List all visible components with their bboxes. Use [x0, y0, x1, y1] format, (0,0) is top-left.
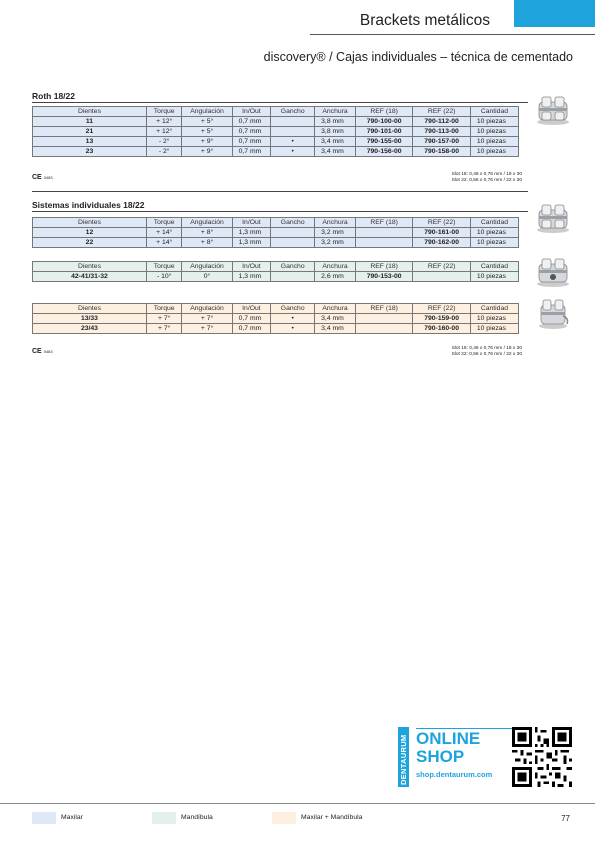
- table-cell: + 8°: [182, 238, 232, 248]
- legend-label-maxilar: Maxilar: [61, 814, 83, 821]
- column-header: Angulación: [182, 262, 232, 272]
- table-cell: + 5°: [182, 117, 232, 127]
- column-header: Gancho: [271, 262, 315, 272]
- ce-symbol: CE: [32, 348, 42, 355]
- table-cell: 42-41/31-32: [33, 272, 147, 282]
- bracket-image: [533, 200, 573, 234]
- table-cell: 10 piezas: [470, 314, 518, 324]
- table-cell: - 10°: [146, 272, 182, 282]
- column-header: Torque: [146, 262, 182, 272]
- table-cell: - 2°: [146, 147, 182, 157]
- table-cell: 23/43: [33, 324, 147, 334]
- section-title-roth: Roth 18/22: [32, 91, 75, 101]
- legend-swatch-maxilar: [32, 812, 56, 824]
- table-cell: + 9°: [182, 147, 232, 157]
- table-cell: 0,7 mm: [232, 117, 271, 127]
- table-cell: 790-159-00: [413, 314, 470, 324]
- roth-table: [32, 106, 519, 157]
- table-cell: [355, 324, 412, 334]
- table-cell: + 14°: [146, 228, 182, 238]
- table-cell: [355, 238, 412, 248]
- table-row: [33, 127, 519, 137]
- table-cell: 3,4 mm: [315, 324, 356, 334]
- table-cell: + 14°: [146, 238, 182, 248]
- section-divider: [32, 102, 528, 103]
- table-cell: [271, 238, 315, 248]
- table-cell: 3,2 mm: [315, 228, 356, 238]
- table-row: [33, 272, 519, 282]
- ce-number: 0483: [43, 175, 53, 180]
- maxilar-table: [32, 217, 519, 248]
- column-header: Dientes: [33, 262, 147, 272]
- table-cell: •: [271, 314, 315, 324]
- slot-note: Slot 18: 0,46 x 0,76 mm / 18 x 30: [451, 172, 522, 177]
- shop-brand: DENTAURUM: [399, 734, 408, 785]
- column-header: Gancho: [271, 107, 315, 117]
- column-header: Cantidad: [470, 107, 518, 117]
- table-header-row: [33, 262, 519, 272]
- column-header: Cantidad: [470, 262, 518, 272]
- legend-swatch-mandibula: [152, 812, 176, 824]
- table-cell: 790-100-00: [355, 117, 412, 127]
- footer-divider: [0, 803, 595, 804]
- column-header: REF (18): [355, 107, 412, 117]
- column-header: Dientes: [33, 107, 147, 117]
- table-cell: •: [271, 147, 315, 157]
- slot-note: Slot 22: 0,56 x 0,76 mm / 22 x 30: [451, 352, 522, 357]
- table-cell: + 12°: [146, 117, 182, 127]
- table-cell: + 8°: [182, 228, 232, 238]
- table-cell: 790-161-00: [413, 228, 470, 238]
- legend-label-both: Maxilar + Mandíbula: [301, 814, 363, 821]
- column-header: Dientes: [33, 218, 147, 228]
- table-cell: 1,3 mm: [232, 228, 271, 238]
- table-header-row: [33, 107, 519, 117]
- table-cell: + 7°: [146, 314, 182, 324]
- table-cell: [271, 228, 315, 238]
- table-cell: 1,3 mm: [232, 272, 271, 282]
- header-accent-tab: [514, 0, 595, 27]
- bracket-image: [533, 296, 573, 330]
- shop-url-link[interactable]: shop.dentaurum.com: [416, 770, 493, 779]
- table-cell: 790-160-00: [413, 324, 470, 334]
- title-divider: [310, 34, 595, 35]
- column-header: Cantidad: [470, 304, 518, 314]
- column-header: Anchura: [315, 262, 356, 272]
- column-header: In/Out: [232, 304, 271, 314]
- table-row: [33, 314, 519, 324]
- column-header: Gancho: [271, 218, 315, 228]
- column-header: Angulación: [182, 304, 232, 314]
- section-title-individual: Sistemas individuales 18/22: [32, 200, 145, 210]
- table-cell: 13/33: [33, 314, 147, 324]
- column-header: REF (22): [413, 107, 470, 117]
- table-cell: + 5°: [182, 127, 232, 137]
- column-header: Anchura: [315, 218, 356, 228]
- page-title: Brackets metálicos: [359, 12, 490, 29]
- ce-symbol: CE: [32, 174, 42, 181]
- column-header: REF (18): [355, 262, 412, 272]
- table-cell: 790-156-00: [355, 147, 412, 157]
- column-header: Dientes: [33, 304, 147, 314]
- shop-title-line1: ONLINE: [416, 729, 481, 748]
- table-cell: + 7°: [182, 314, 232, 324]
- table-cell: 790-157-00: [413, 137, 470, 147]
- table-cell: 790-158-00: [413, 147, 470, 157]
- slot-notes: [452, 346, 522, 358]
- table-cell: 10 piezas: [470, 228, 518, 238]
- table-row: [33, 137, 519, 147]
- table-cell: 790-112-00: [413, 117, 470, 127]
- table-cell: [271, 272, 315, 282]
- table-cell: - 2°: [146, 137, 182, 147]
- table-cell: 3,4 mm: [315, 137, 356, 147]
- legend-label-mandibula: Mandíbula: [181, 814, 213, 821]
- table-cell: + 7°: [182, 324, 232, 334]
- column-header: Torque: [146, 107, 182, 117]
- table-cell: 0,7 mm: [232, 127, 271, 137]
- table-cell: 12: [33, 228, 147, 238]
- table-row: [33, 147, 519, 157]
- ce-number: 0483: [43, 349, 53, 354]
- table-cell: 21: [33, 127, 147, 137]
- column-header: Torque: [146, 218, 182, 228]
- column-header: Torque: [146, 304, 182, 314]
- table-cell: [271, 127, 315, 137]
- table-cell: 10 piezas: [470, 127, 518, 137]
- table-cell: 790-155-00: [355, 137, 412, 147]
- table-cell: 0,7 mm: [232, 137, 271, 147]
- column-header: Angulación: [182, 218, 232, 228]
- table-cell: [355, 228, 412, 238]
- table-cell: 3,8 mm: [315, 117, 356, 127]
- table-cell: 3,2 mm: [315, 238, 356, 248]
- table-cell: 10 piezas: [470, 117, 518, 127]
- table-cell: 790-113-00: [413, 127, 470, 137]
- table-cell: [355, 314, 412, 324]
- column-header: Angulación: [182, 107, 232, 117]
- table-row: [33, 117, 519, 127]
- slot-note: Slot 22: 0,56 x 0,76 mm / 22 x 30: [451, 178, 522, 183]
- table-row: [33, 238, 519, 248]
- section-divider: [32, 211, 528, 212]
- page-number: 77: [561, 814, 570, 823]
- table-cell: 3,4 mm: [315, 147, 356, 157]
- mandibula-table: [32, 261, 519, 282]
- online-shop-banner[interactable]: [398, 727, 573, 787]
- table-cell: 23: [33, 147, 147, 157]
- table-cell: •: [271, 324, 315, 334]
- table-cell: 790-162-00: [413, 238, 470, 248]
- table-cell: 0,7 mm: [232, 147, 271, 157]
- table-cell: 2,6 mm: [315, 272, 356, 282]
- table-cell: + 9°: [182, 137, 232, 147]
- table-cell: 10 piezas: [470, 238, 518, 248]
- shop-title-line2: SHOP: [416, 747, 465, 766]
- ce-mark: [32, 348, 53, 355]
- table-cell: 0°: [182, 272, 232, 282]
- slot-note: Slot 18: 0,46 x 0,76 mm / 18 x 30: [451, 346, 522, 351]
- table-cell: 790-153-00: [355, 272, 412, 282]
- shop-side-bar: [398, 727, 409, 787]
- table-header-row: [33, 304, 519, 314]
- column-header: In/Out: [232, 262, 271, 272]
- column-header: In/Out: [232, 107, 271, 117]
- table-cell: 13: [33, 137, 147, 147]
- table-cell: 0,7 mm: [232, 324, 271, 334]
- column-header: In/Out: [232, 218, 271, 228]
- maxilar-mandibula-table: [32, 303, 519, 334]
- table-cell: + 12°: [146, 127, 182, 137]
- table-cell: 10 piezas: [470, 137, 518, 147]
- column-header: REF (22): [413, 304, 470, 314]
- table-cell: 10 piezas: [470, 272, 518, 282]
- column-header: REF (18): [355, 218, 412, 228]
- table-cell: + 7°: [146, 324, 182, 334]
- table-cell: [413, 272, 470, 282]
- table-cell: 0,7 mm: [232, 314, 271, 324]
- table-row: [33, 324, 519, 334]
- qr-code-icon[interactable]: [512, 727, 572, 787]
- column-header: Gancho: [271, 304, 315, 314]
- legend-swatch-both: [272, 812, 296, 824]
- table-header-row: [33, 218, 519, 228]
- page-subtitle: discovery® / Cajas individuales – técnica de cementado: [263, 50, 573, 64]
- column-header: REF (22): [413, 218, 470, 228]
- table-cell: 10 piezas: [470, 324, 518, 334]
- column-header: Cantidad: [470, 218, 518, 228]
- column-header: REF (22): [413, 262, 470, 272]
- section-divider: [32, 191, 528, 192]
- bracket-image: [533, 254, 573, 288]
- column-header: REF (18): [355, 304, 412, 314]
- column-header: Anchura: [315, 304, 356, 314]
- table-row: [33, 228, 519, 238]
- table-cell: 11: [33, 117, 147, 127]
- table-cell: 3,4 mm: [315, 314, 356, 324]
- table-cell: •: [271, 137, 315, 147]
- table-cell: [271, 117, 315, 127]
- ce-mark: [32, 174, 53, 181]
- column-header: Anchura: [315, 107, 356, 117]
- table-cell: 3,8 mm: [315, 127, 356, 137]
- table-cell: 1,3 mm: [232, 238, 271, 248]
- table-cell: 790-101-00: [355, 127, 412, 137]
- table-cell: 10 piezas: [470, 147, 518, 157]
- bracket-image: [533, 92, 573, 126]
- slot-notes: [452, 172, 522, 184]
- table-cell: 22: [33, 238, 147, 248]
